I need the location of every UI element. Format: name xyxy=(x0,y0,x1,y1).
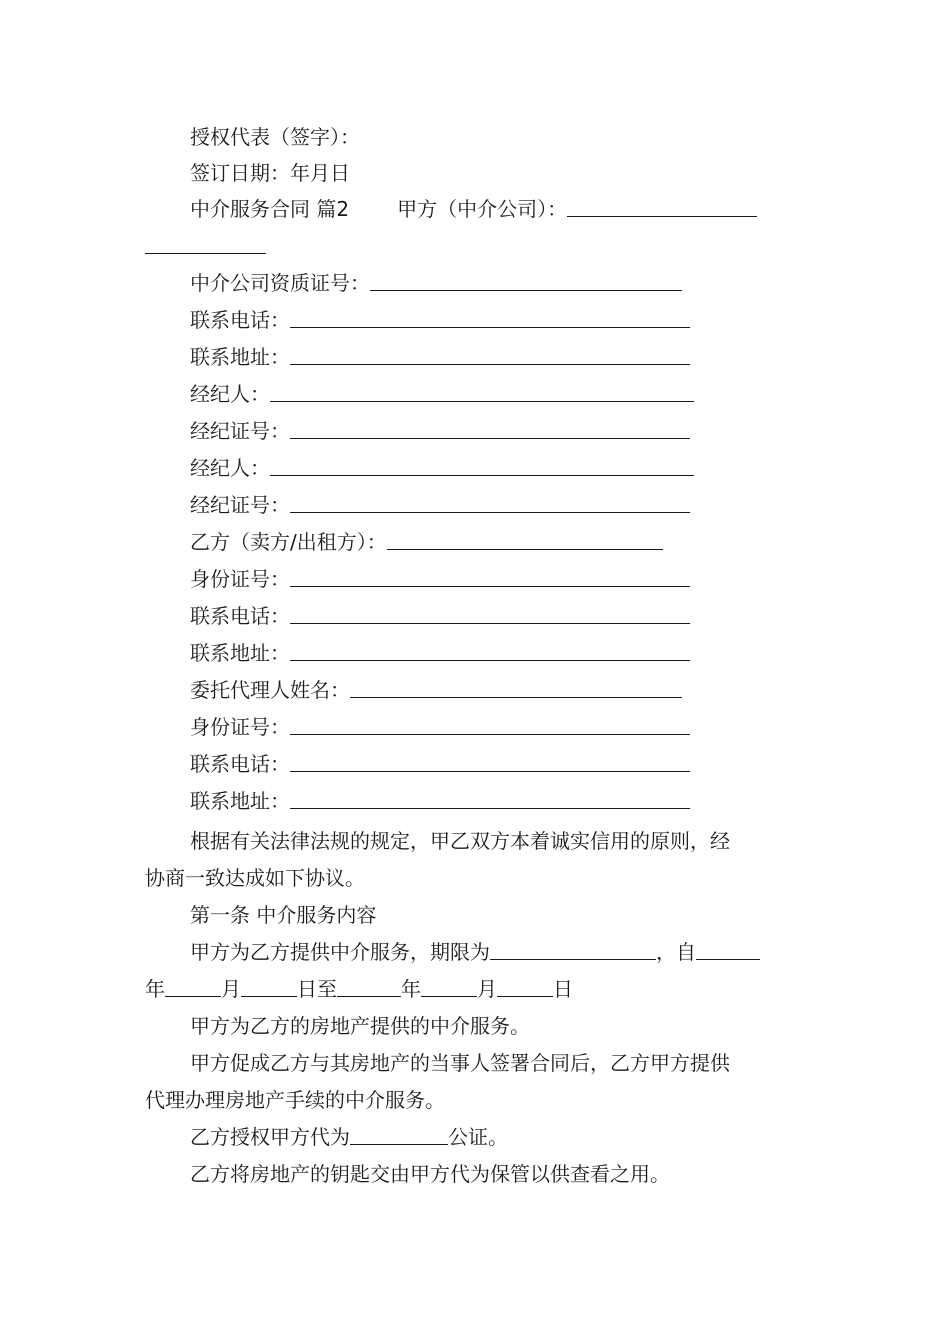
end-year-blank[interactable] xyxy=(337,974,401,997)
party-a-phone-line: 联系电话： xyxy=(190,305,690,335)
party-b-line: 乙方（卖方/出租方）： xyxy=(190,527,663,557)
contract-title-line xyxy=(190,194,757,224)
party-a-phone-blank[interactable] xyxy=(290,305,690,328)
notary-line: 乙方授权甲方代为 公证。 xyxy=(190,1122,508,1152)
service-item-2-line-2: 代理办理房地产手续的中介服务。 xyxy=(145,1088,445,1112)
notary-blank[interactable] xyxy=(350,1122,448,1145)
start-month-blank[interactable] xyxy=(165,974,221,997)
contract-title: 中介服务合同 篇2 xyxy=(190,197,350,221)
keys-line: 乙方将房地产的钥匙交由甲方代为保管以供查看之用。 xyxy=(190,1162,670,1186)
party-b-phone-line: 联系电话： xyxy=(190,601,690,631)
agent-2-line: 经纪人： xyxy=(190,453,694,483)
party-a-blank-continued[interactable] xyxy=(145,253,266,254)
party-a-address-line: 联系地址： xyxy=(190,342,690,372)
agent-2-blank[interactable] xyxy=(270,453,694,476)
agent-1-cert-line: 经纪证号： xyxy=(190,416,690,446)
agent-2-cert-line: 经纪证号： xyxy=(190,490,690,520)
preamble-line-2: 协商一致达成如下协议。 xyxy=(145,866,365,890)
agent-1-line: 经纪人： xyxy=(190,379,694,409)
preamble-line-1: 根据有关法律法规的规定，甲乙双方本着诚实信用的原则，经 xyxy=(190,829,730,853)
proxy-name-blank[interactable] xyxy=(350,675,682,698)
party-b-address-blank[interactable] xyxy=(290,638,690,661)
service-term-line-1: 甲方为乙方提供中介服务，期限为 ，自 xyxy=(190,937,760,967)
start-day-blank[interactable] xyxy=(241,974,297,997)
party-a-address-blank[interactable] xyxy=(290,342,690,365)
term-length-blank[interactable] xyxy=(490,937,656,960)
sign-date-line: 签订日期：年月日 xyxy=(190,161,350,185)
party-b-phone-blank[interactable] xyxy=(290,601,690,624)
party-a-label: 甲方（中介公司）： xyxy=(397,197,568,221)
proxy-id-line: 身份证号： xyxy=(190,712,690,742)
service-item-2-line-1: 甲方促成乙方与其房地产的当事人签署合同后，乙方甲方提供 xyxy=(190,1051,730,1075)
party-b-blank[interactable] xyxy=(387,527,663,550)
proxy-phone-blank[interactable] xyxy=(290,749,690,772)
service-item-1: 甲方为乙方的房地产提供的中介服务。 xyxy=(190,1014,530,1038)
agent-1-blank[interactable] xyxy=(270,379,694,402)
agent-1-cert-blank[interactable] xyxy=(290,416,690,439)
agent-2-cert-blank[interactable] xyxy=(290,490,690,513)
proxy-name-line: 委托代理人姓名： xyxy=(190,675,682,705)
party-b-id-line: 身份证号： xyxy=(190,564,690,594)
proxy-address-line: 联系地址： xyxy=(190,786,690,816)
end-month-blank[interactable] xyxy=(421,974,477,997)
party-b-address-line: 联系地址： xyxy=(190,638,690,668)
authorized-rep-line: 授权代表（签字）： xyxy=(190,125,360,149)
agency-cert-blank[interactable] xyxy=(370,268,682,291)
party-b-id-blank[interactable] xyxy=(290,564,690,587)
proxy-phone-line: 联系电话： xyxy=(190,749,690,779)
article-1-heading: 第一条 中介服务内容 xyxy=(190,903,377,927)
service-term-line-2: 年 月 日至 年 月 日 xyxy=(145,974,573,1004)
proxy-id-blank[interactable] xyxy=(290,712,690,735)
agency-cert-line: 中介公司资质证号： xyxy=(190,268,682,298)
start-year-blank[interactable] xyxy=(696,937,760,960)
end-day-blank[interactable] xyxy=(497,974,553,997)
proxy-address-blank[interactable] xyxy=(290,786,690,809)
party-a-blank[interactable] xyxy=(567,194,757,217)
